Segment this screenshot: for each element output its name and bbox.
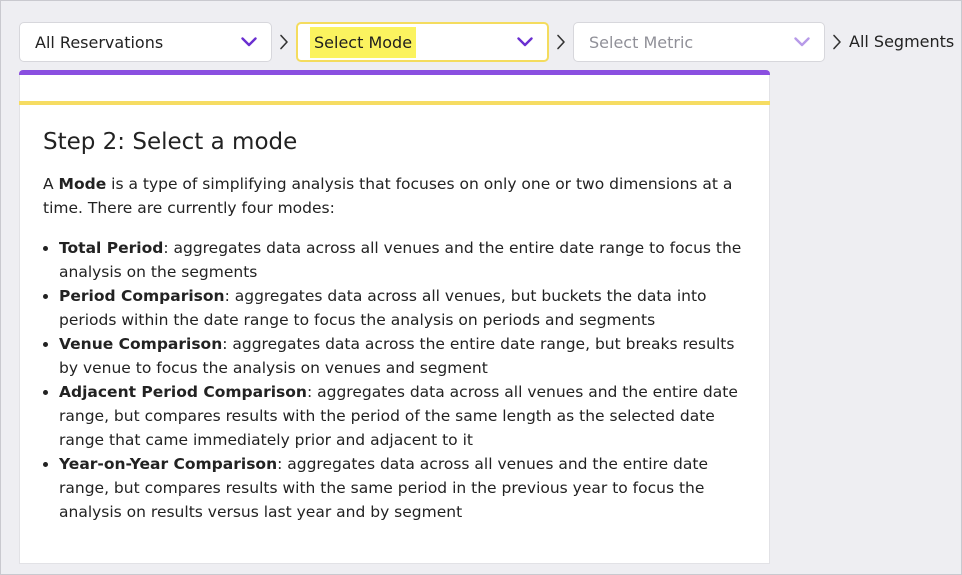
mode-name: Year-on-Year Comparison bbox=[59, 455, 278, 473]
list-item bbox=[59, 452, 753, 524]
mode-name: Period Comparison bbox=[59, 287, 225, 305]
mode-desc: : aggregates data across all venues and the entire date range, but compares results with the period of the same length as the selected date range that came immediately prior and adjacent to it bbox=[59, 383, 738, 449]
chevron-right-icon bbox=[830, 34, 844, 50]
chevron-right-icon bbox=[554, 34, 568, 50]
mode-select[interactable] bbox=[296, 22, 549, 62]
reservations-select[interactable] bbox=[19, 22, 272, 62]
mode-desc: : aggregates data across all venues and the entire date range to focus the analysis on the segments bbox=[59, 239, 742, 281]
intro-prefix: A bbox=[43, 175, 59, 193]
intro-bold: Mode bbox=[58, 175, 107, 193]
mode-name: Total Period bbox=[59, 239, 164, 257]
step-content bbox=[43, 129, 753, 524]
step-title: Step 2: Select a mode bbox=[43, 129, 298, 155]
step-highlight-bar bbox=[19, 101, 770, 105]
mode-desc: : aggregates data across all venues, but buckets the data into periods within the date range to focus the analysis on periods and segments bbox=[59, 287, 707, 329]
list-item bbox=[59, 236, 753, 284]
segments-breadcrumb[interactable]: All Segments bbox=[849, 32, 955, 51]
metric-select-label: Select Metric bbox=[589, 32, 694, 52]
list-item bbox=[59, 284, 753, 332]
list-item bbox=[59, 332, 753, 380]
intro-rest: is a type of simplifying analysis that focuses on only one or two dimensions at a time. There are currently four modes: bbox=[43, 175, 733, 217]
modes-list bbox=[43, 236, 753, 524]
list-item bbox=[59, 380, 753, 452]
mode-name: Adjacent Period Comparison bbox=[59, 383, 307, 401]
mode-name: Venue Comparison bbox=[59, 335, 223, 353]
chevron-down-icon bbox=[241, 33, 259, 51]
chevron-right-icon bbox=[277, 34, 291, 50]
step-card bbox=[19, 70, 770, 564]
mode-select-label: Select Mode bbox=[310, 27, 416, 58]
step-intro bbox=[43, 172, 753, 220]
reservations-select-label: All Reservations bbox=[35, 32, 164, 52]
metric-select[interactable] bbox=[573, 22, 825, 62]
mode-desc: : aggregates data across all venues and the entire date range, but compares results with the same period in the previous year to focus the analysis on results versus last year and by segment bbox=[59, 455, 708, 521]
mode-desc: : aggregates data across the entire date range, but breaks results by venue to focus the analysis on venues and segment bbox=[59, 335, 735, 377]
chevron-down-icon bbox=[517, 33, 535, 51]
progress-bar bbox=[19, 70, 770, 75]
chevron-down-icon bbox=[794, 33, 812, 51]
